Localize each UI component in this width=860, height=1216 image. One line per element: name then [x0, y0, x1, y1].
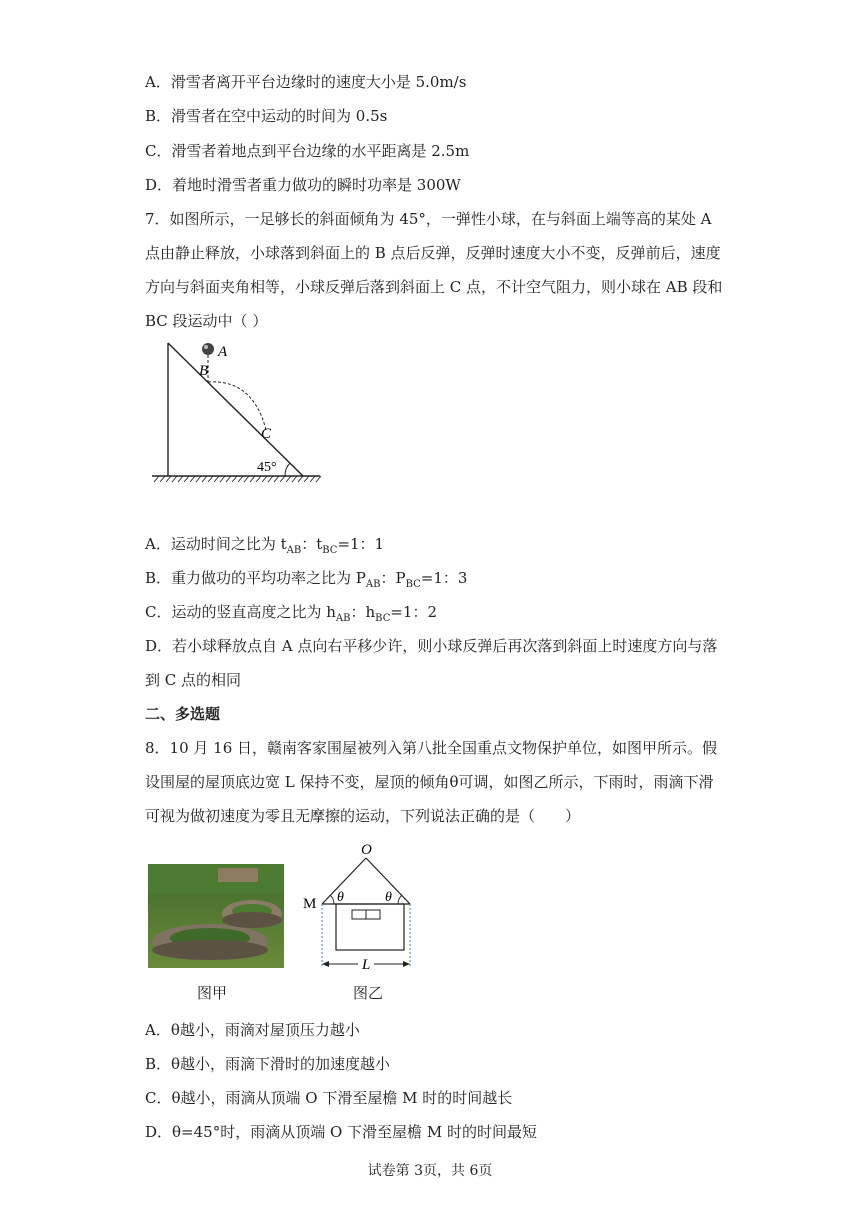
q7-option-c: C．运动的竖直高度之比为 $h_{AB}$：$h_{BC}=1$：2: [145, 603, 438, 624]
q7-stem-line-1: 7．如图所示，一足够长的斜面倾角为 45°，一弹性小球，在与斜面上端等高的某处 A: [145, 210, 712, 228]
q7-stem-line-2: 点由静止释放，小球落到斜面上的 B 点后反弹，反弹时速度大小不变，反弹前后，速度: [145, 244, 721, 262]
theta-right: θ: [385, 890, 392, 905]
q8-option-d: D．θ=45°时，雨滴从顶端 O 下滑至屋檐 M 时的时间最短: [145, 1123, 537, 1141]
q7-option-d-line-2: 到 C 点的相同: [145, 671, 242, 689]
label-c: C: [261, 426, 272, 442]
q7-option-a: A．运动时间之比为 $t_{AB}$：$t_{BC}=1$：1: [145, 535, 385, 556]
angle-label: 45°: [257, 460, 277, 475]
q8-option-c: C．θ越小，雨滴从顶端 O 下滑至屋檐 M 时的时间越长: [145, 1089, 513, 1107]
label-b: B: [199, 363, 209, 379]
ball-icon: [202, 343, 214, 355]
q8-stem-line-1: 8．10 月 16 日，赣南客家围屋被列入第八批全国重点文物保护单位，如图甲所示。假: [145, 739, 718, 757]
q6-option-a: A．滑雪者离开平台边缘时的速度大小是 5.0m/s: [145, 73, 467, 91]
caption-left: 图甲: [197, 984, 228, 1002]
q6-option-c: C．滑雪者着地点到平台边缘的水平距离是 2.5m: [145, 142, 470, 160]
house-diagram: [296, 838, 422, 974]
q8-option-b: B．θ越小，雨滴下滑时的加速度越小: [145, 1055, 391, 1073]
q6-option-d: D．着地时滑雪者重力做功的瞬时功率是 300W: [145, 176, 461, 194]
q8-option-a: A．θ越小，雨滴对屋顶压力越小: [145, 1021, 360, 1039]
q6-option-b: B．滑雪者在空中运动的时间为 0.5s: [145, 107, 388, 125]
label-l: L: [362, 957, 371, 973]
incline-figure: [148, 335, 328, 490]
q7-stem-line-4: BC 段运动中（ ）: [145, 312, 268, 330]
q7-stem-line-3: 方向与斜面夹角相等，小球反弹后落到斜面上 C 点，不计空气阻力，则小球在 AB 段和: [145, 278, 723, 296]
caption-right: 图乙: [353, 984, 384, 1002]
label-o: O: [361, 842, 372, 858]
q7-option-b: B．重力做功的平均功率之比为 $P_{AB}$：$P_{BC}=1$：3: [145, 569, 468, 590]
q7-option-d-line-1: D．若小球释放点自 A 点向右平移少许，则小球反弹后再次落到斜面上时速度方向与落: [145, 637, 718, 655]
q8-stem-line-3: 可视为做初速度为零且无摩擦的运动，下列说法正确的是（ ）: [145, 807, 581, 825]
theta-left: θ: [337, 890, 344, 905]
q8-stem-line-2: 设围屋的屋顶底边宽 L 保持不变，屋顶的倾角θ可调，如图乙所示，下雨时，雨滴下滑: [145, 773, 714, 791]
section-title: 二、多选题: [145, 705, 221, 723]
label-m: M: [303, 896, 317, 912]
tulou-photo: [148, 864, 284, 968]
page-footer: 试卷第 3页，共 6页: [367, 1163, 493, 1179]
label-a: A: [218, 344, 228, 360]
